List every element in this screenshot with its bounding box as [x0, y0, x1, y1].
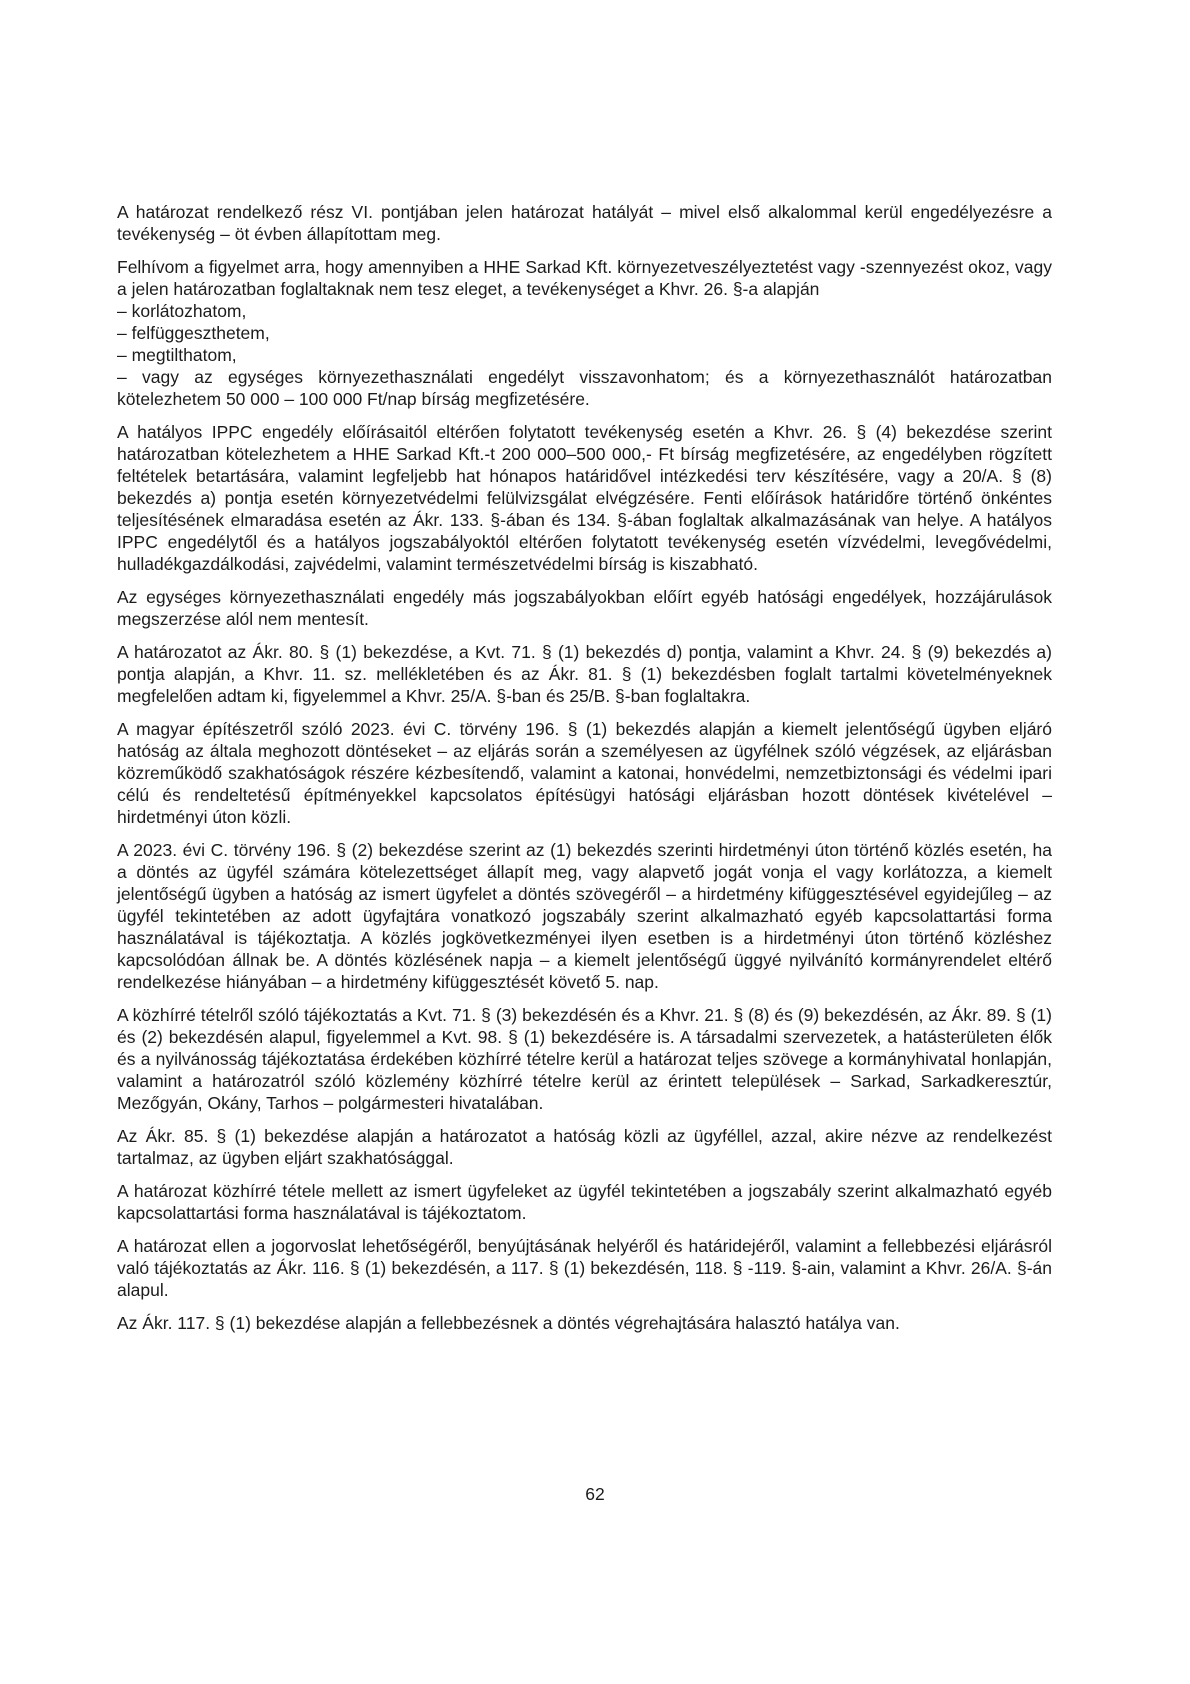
- paragraph-architecture-law-2: A 2023. évi C. törvény 196. § (2) bekezdése szerint az (1) bekezdés szerinti hirdetményi úton történő közlés esetén, ha a döntés az ügyfél számára kötelezettséget állapít meg, vagy alapvető jogát vonja el vagy korlátozza, a kiemelt jelentőségű ügyben a hatóság az ismert ügyfelet a döntés szövegéről – a hirdetmény kifüggesztésével egyidejűleg – az ügyfél tekintetében az adott ügyfajtára vonatkozó jogszabály szerint alkalmazható egyéb kapcsolattartási forma használatával is tájékoztatja. A közlés jogkövetkezményei ilyen esetben is a hirdetményi úton történő közléshez kapcsolódóan állnak be. A döntés közlésének napja – a kiemelt jelentőségű üggyé nyilvánító kormányrendelet eltérő rendelkezése hiányában – a hirdetmény kifüggesztését követő 5. nap.: [117, 840, 1052, 992]
- paragraph-validity: A határozat rendelkező rész VI. pontjában jelen határozat hatályát – mivel első alkalommal kerül engedélyezésre a tevékenység – öt évben állapítottam meg.: [117, 202, 1052, 244]
- paragraph-notification: Az Ákr. 85. § (1) bekezdése alapján a határozatot a hatóság közli az ügyféllel, azzal, akire nézve az rendelkezést tartalmaz, az ügyben eljárt szakhatósággal.: [117, 1126, 1052, 1168]
- paragraph-legal-basis: A határozatot az Ákr. 80. § (1) bekezdése, a Kvt. 71. § (1) bekezdés d) pontja, valamint a Khvr. 24. § (9) bekezdés a) pontja alapján, a Khvr. 11. sz. mellékletében és az Ákr. 81. § (1) bekezdésben foglalt tartalmi követelményeknek megfelelően adtam ki, figyelemmel a Khvr. 25/A. §-ban és 25/B. §-ban foglaltakra.: [117, 642, 1052, 706]
- paragraph-contact-forms: A határozat közhírré tétele mellett az ismert ügyfeleket az ügyfél tekintetében a jogszabály szerint alkalmazható egyéb kapcsolattartási forma használatával is tájékoztatom.: [117, 1181, 1052, 1223]
- paragraph-public-notice: A közhírré tételről szóló tájékoztatás a Kvt. 71. § (3) bekezdésén és a Khvr. 21. § (8) és (9) bekezdésén, az Ákr. 89. § (1) és (2) bekezdésén alapul, figyelemmel a Kvt. 98. § (1) bekezdésére is. A társadalmi szervezetek, a hatásterületen élők és a nyilvánosság tájékoztatása érdekében közhírré tételre kerül a határozat teljes szövege a kormányhivatal honlapján, valamint a határozatról szóló közlemény közhírré tételre kerül az érintett települések – Sarkad, Sarkadkeresztúr, Mezőgyán, Okány, Tarhos – polgármesteri hivatalában.: [117, 1005, 1052, 1113]
- page-number: 62: [585, 1484, 605, 1504]
- list-item: – felfüggeszthetem,: [117, 323, 270, 343]
- document-body: [117, 201, 1052, 1334]
- paragraph-warning: Felhívom a figyelmet arra, hogy amennyiben a HHE Sarkad Kft. környezetveszélyeztetést vagy -szennyezést okoz, vagy a jelen határozatban foglaltaknak nem tesz eleget, a tevékenységet a Khvr. 26. §-a alapján: [117, 257, 1052, 299]
- paragraph-suspensive-effect: Az Ákr. 117. § (1) bekezdése alapján a fellebbezésnek a döntés végrehajtására halasztó hatálya van.: [117, 1313, 900, 1333]
- paragraph-appeal-info: A határozat ellen a jogorvoslat lehetőségéről, benyújtásának helyéről és határidejéről, valamint a fellebbezési eljárásról való tájékoztatás az Ákr. 116. § (1) bekezdésén, a 117. § (1) bekezdésén, 118. § -119. §-ain, valamint a Khvr. 26/A. §-án alapul.: [117, 1236, 1052, 1300]
- paragraph-ippc-fines: A hatályos IPPC engedély előírásaitól eltérően folytatott tevékenység esetén a Khvr. 26. § (4) bekezdése szerint határozatban kötelezhetem a HHE Sarkad Kft.-t 200 000–500 000,- Ft bírság megfizetésére, az engedélyben rögzített feltételek betartására, valamint legfeljebb hat hónapos határidővel intézkedési terv készítésére, vagy a 20/A. § (8) bekezdés a) pontja esetén környezetvédelmi felülvizsgálat elvégzésére. Fenti előírások határidőre történő önkéntes teljesítésének elmaradása esetén az Ákr. 133. §-ában és 134. §-ában foglaltak alkalmazásának van helye. A hatályos IPPC engedélytől és a hatályos jogszabályoktól eltérően folytatott tevékenység esetén vízvédelmi, levegővédelmi, hulladékgazdálkodási, zajvédelmi, valamint természetvédelmi bírság is kiszabható.: [117, 422, 1052, 574]
- paragraph-other-permits: Az egységes környezethasználati engedély más jogszabályokban előírt egyéb hatósági engedélyek, hozzájárulások megszerzése alól nem mentesít.: [117, 587, 1052, 629]
- list-item: – vagy az egységes környezethasználati engedélyt visszavonhatom; és a környezethasználót határozatban kötelezhetem 50 000 – 100 000 Ft/nap bírság megfizetésére.: [117, 367, 1052, 409]
- paragraph-architecture-law-1: A magyar építészetről szóló 2023. évi C. törvény 196. § (1) bekezdés alapján a kiemelt jelentőségű ügyben eljáró hatóság az általa meghozott döntéseket – az eljárás során a személyesen az ügyfélnek szóló végzések, az eljárásban közreműködő szakhatóságok részére kézbesítendő, valamint a katonai, honvédelmi, nemzetbiztonsági és védelmi ipari célú és rendeltetésű építményekkel kapcsolatos építésügyi hatósági eljárásban hozott döntések kivételével – hirdetményi úton közli.: [117, 719, 1052, 827]
- list-item: – megtilthatom,: [117, 345, 237, 365]
- list-item: – korlátozhatom,: [117, 301, 247, 321]
